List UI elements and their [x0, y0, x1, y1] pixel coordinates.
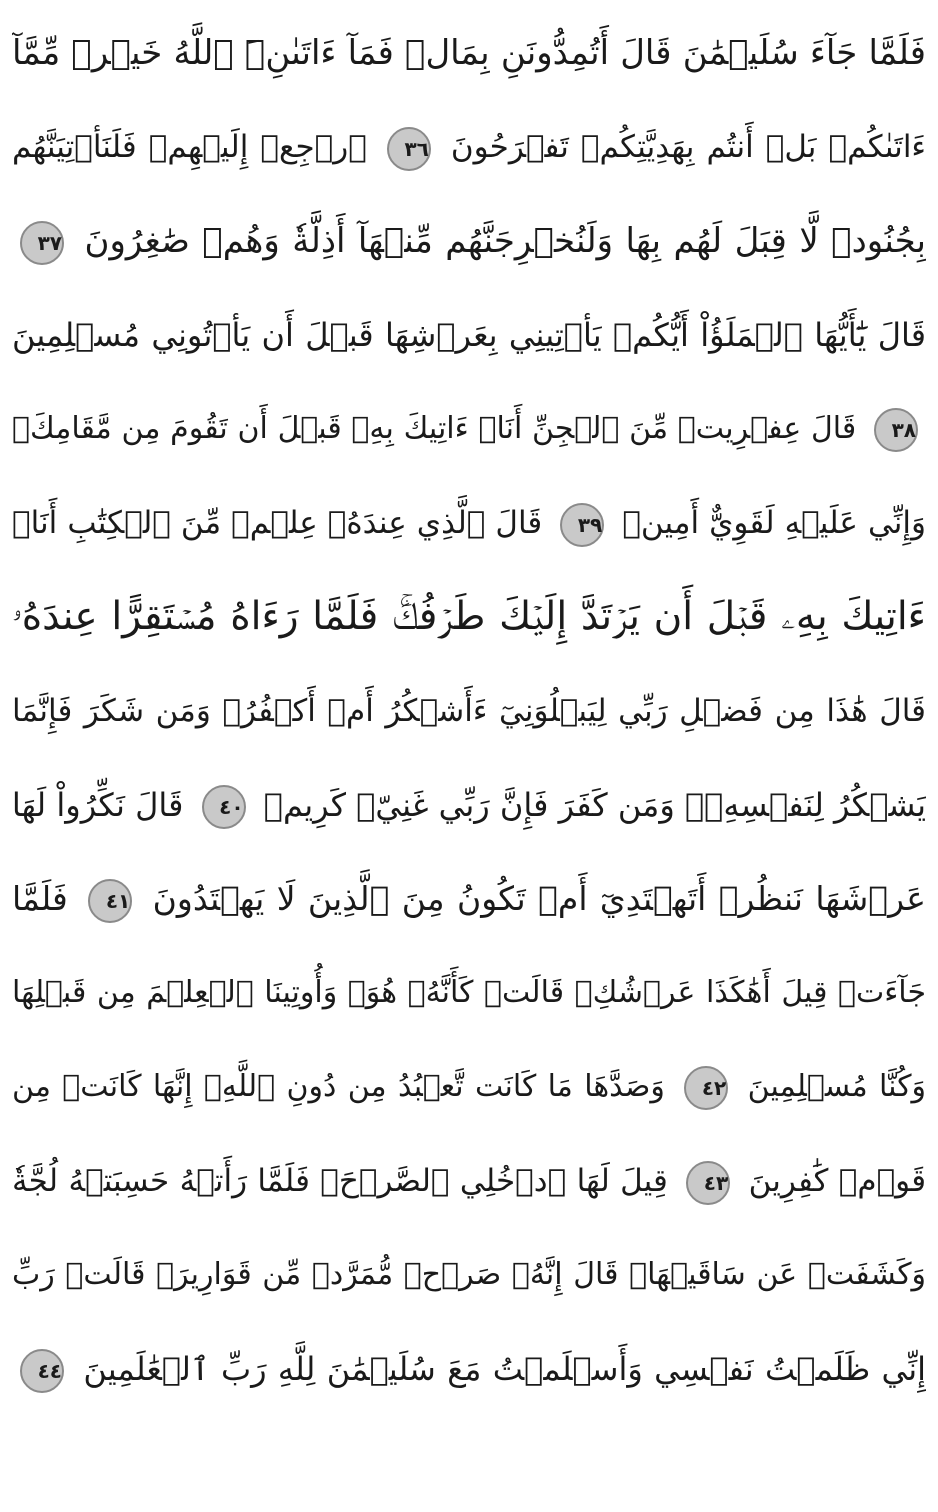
verse-text: عَرۡشَهَا نَنظُرۡ أَتَهۡتَدِيٓ أَمۡ تَكُونُ مِنَ ٱلَّذِينَ لَا يَهۡتَدُونَ: [152, 879, 926, 918]
text-line: [12, 664, 926, 758]
text-line: [12, 1134, 926, 1228]
text-line: [12, 476, 926, 570]
text-line: [12, 382, 926, 476]
verse-number-marker: ٤٤: [20, 1349, 64, 1393]
verse-text: قَالَ يَٰٓأَيُّهَا ٱلۡمَلَؤُاْ أَيُّكُمۡ يَأۡتِينِي بِعَرۡشِهَا قَبۡلَ أَن يَأۡتُونِي مُسۡلِمِينَ: [12, 316, 926, 354]
verse-text: وَإِنِّي عَلَيۡهِ لَقَوِيٌّ أَمِينٞ: [622, 505, 926, 541]
verse-text: إِنِّي ظَلَمۡتُ نَفۡسِي وَأَسۡلَمۡتُ مَعَ سُلَيۡمَٰنَ لِلَّهِ رَبِّ ٱلۡعَٰلَمِينَ: [83, 1350, 926, 1388]
verse-text: فَلَمَّا جَآءَ سُلَيۡمَٰنَ قَالَ أَتُمِدُّونَنِ بِمَالٖ فَمَآ ءَاتَىٰنِۦَ ٱللَّهُ خَيۡرٞ مِّمَّآ: [12, 33, 926, 73]
verse-number-marker: ٣٨: [874, 408, 918, 452]
text-line: [12, 1322, 926, 1416]
verse-text: وَصَدَّهَا مَا كَانَت تَّعۡبُدُ مِن دُونِ ٱللَّهِۖ إِنَّهَا كَانَتۡ مِن: [12, 1069, 665, 1104]
text-line: [12, 758, 926, 852]
text-line: [12, 852, 926, 946]
text-line: [12, 288, 926, 382]
verse-text: قَالَ ٱلَّذِي عِندَهُۥ عِلۡمٞ مِّنَ ٱلۡكِتَٰبِ أَنَا۠: [12, 505, 543, 541]
verse-text: وَكُنَّا مُسۡلِمِينَ: [747, 1069, 926, 1104]
text-line: [12, 1040, 926, 1134]
verse-number-marker: ٤٣: [686, 1161, 730, 1205]
text-line: [12, 946, 926, 1040]
verse-number-marker: ٣٩: [560, 503, 604, 547]
verse-number-marker: ٤٢: [684, 1066, 728, 1110]
text-line: [12, 570, 926, 664]
verse-text: قَوۡمٖ كَٰفِرِينَ: [748, 1163, 926, 1199]
verse-number-marker: ٣٦: [387, 127, 431, 171]
verse-text: ءَاتَىٰكُمۚ بَلۡ أَنتُم بِهَدِيَّتِكُمۡ تَفۡرَحُونَ: [450, 129, 926, 165]
verse-text: قَالَ عِفۡرِيتٞ مِّنَ ٱلۡجِنِّ أَنَا۠ ءَاتِيكَ بِهِۦ قَبۡلَ أَن تَقُومَ مِن مَّقَامِكَۖ: [12, 411, 857, 446]
verse-text: يَشۡكُرُ لِنَفۡسِهِۦۖ وَمَن كَفَرَ فَإِنَّ رَبِّي غَنِيّٞ كَرِيمٞ: [263, 786, 926, 824]
verse-text: قَالَ نَكِّرُواْ لَهَا: [12, 786, 184, 824]
verse-text: قِيلَ لَهَا ٱدۡخُلِي ٱلصَّرۡحَۖ فَلَمَّا رَأَتۡهُ حَسِبَتۡهُ لُجَّةٗ: [12, 1163, 668, 1199]
text-line: [12, 194, 926, 288]
verse-text: قَالَ هَٰذَا مِن فَضۡلِ رَبِّي لِيَبۡلُوَنِيٓ ءَأَشۡكُرُ أَمۡ أَكۡفُرُۖ وَمَن شَكَرَ فَإِنَّمَا: [12, 693, 926, 729]
verse-number-marker: ٤١: [88, 879, 132, 923]
text-line: [12, 6, 926, 100]
text-line: [12, 1228, 926, 1322]
verse-text: وَكَشَفَتۡ عَن سَاقَيۡهَاۚ قَالَ إِنَّهُۥ صَرۡحٞ مُّمَرَّدٞ مِّن قَوَارِيرَۗ قَالَتۡ رَبِّ: [12, 1257, 926, 1292]
verse-number-marker: ٣٧: [20, 221, 64, 265]
verse-text: ٱرۡجِعۡ إِلَيۡهِمۡ فَلَنَأۡتِيَنَّهُم: [12, 129, 367, 165]
verse-text: جَآءَتۡ قِيلَ أَهَٰكَذَا عَرۡشُكِۖ قَالَتۡ كَأَنَّهُۥ هُوَۚ وَأُوتِينَا ٱلۡعِلۡمَ مِن قَبۡلِهَا: [12, 975, 926, 1010]
verse-text: ءَاتِيكَ بِهِۦ قَبۡلَ أَن يَرۡتَدَّ إِلَيۡكَ طَرۡفُكَۚ فَلَمَّا رَءَاهُ مُسۡتَقِرًّا عِندَهُۥ: [12, 594, 926, 639]
text-line: [12, 100, 926, 194]
verse-text: فَلَمَّا: [12, 879, 68, 918]
verse-number-marker: ٤٠: [202, 785, 246, 829]
verse-text: بِجُنُودٖ لَّا قِبَلَ لَهُم بِهَا وَلَنُخۡرِجَنَّهُم مِّنۡهَآ أَذِلَّةٗ وَهُمۡ صَٰغِرُونَ: [84, 221, 926, 261]
